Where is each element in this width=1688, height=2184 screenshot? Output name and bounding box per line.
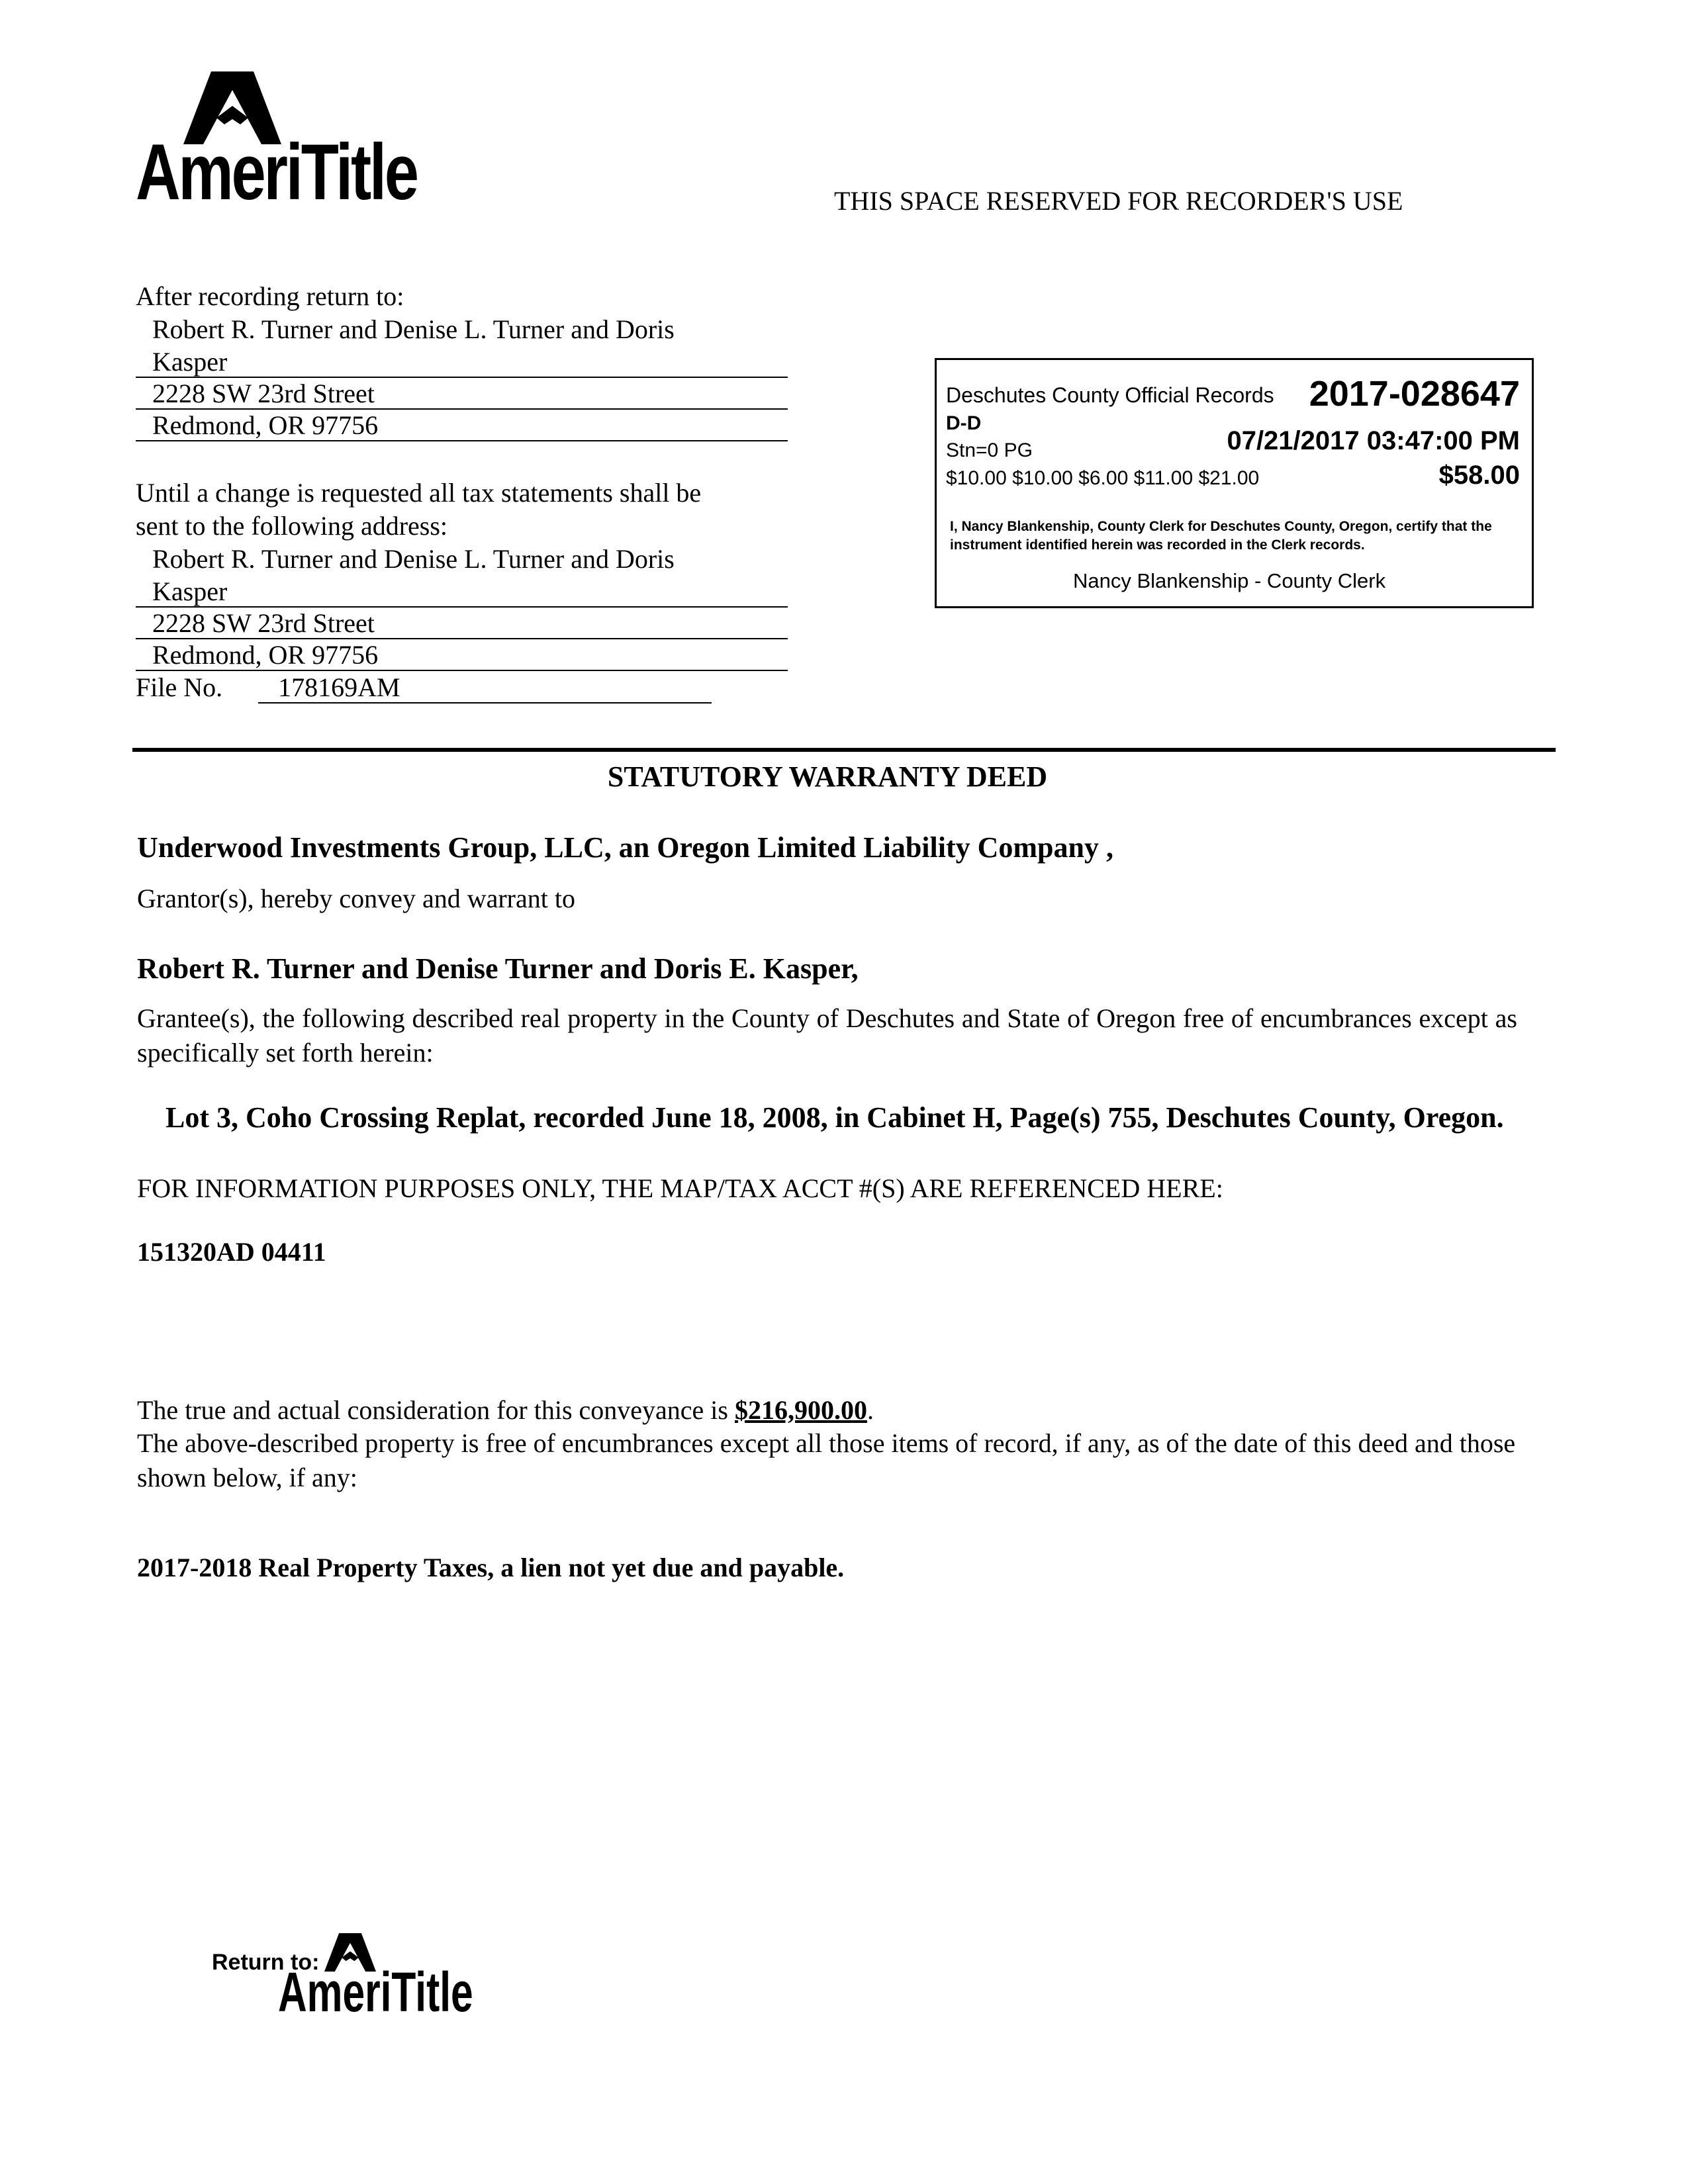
grantee-name: Robert R. Turner and Denise Turner and Doris E. Kasper, bbox=[137, 952, 859, 985]
tax-line3: 2228 SW 23rd Street bbox=[136, 608, 788, 639]
stamp-records-label: Deschutes County Official Records bbox=[946, 383, 1274, 407]
deed-title: STATUTORY WARRANTY DEED bbox=[607, 760, 1048, 793]
return-to-line4: Redmond, OR 97756 bbox=[136, 410, 788, 441]
tax-account-number: 151320AD 04411 bbox=[137, 1237, 326, 1267]
recording-stamp bbox=[935, 358, 1534, 608]
stamp-clerk: Nancy Blankenship - County Clerk bbox=[1073, 569, 1386, 592]
return-to-label: After recording return to: bbox=[136, 281, 404, 311]
stamp-total: $58.00 bbox=[1438, 461, 1520, 490]
tax-label-1: Until a change is requested all tax statements shall be bbox=[136, 478, 702, 508]
ameritile-logo bbox=[136, 71, 447, 217]
exception-taxes: 2017-2018 Real Property Taxes, a lien not yet due and payable. bbox=[137, 1553, 845, 1582]
return-to-line2: Kasper bbox=[136, 346, 788, 378]
stamp-doc-type: D-D bbox=[946, 412, 982, 434]
info-purposes-line: FOR INFORMATION PURPOSES ONLY, THE MAP/TAX ACCT #(S) ARE REFERENCED HERE: bbox=[137, 1173, 1223, 1203]
tax-line2: Kasper bbox=[136, 576, 788, 608]
return-to-line1: Robert R. Turner and Denise L. Turner and Doris bbox=[152, 314, 675, 344]
consideration-text: The true and actual consideration for this conveyance is bbox=[137, 1395, 735, 1425]
return-stamp-logo-text: AmeriTitle bbox=[278, 1961, 473, 2023]
consideration-line bbox=[137, 1393, 874, 1428]
file-no-value: 178169AM bbox=[258, 673, 712, 704]
stamp-fees: $10.00 $10.00 $6.00 $11.00 $21.00 bbox=[946, 467, 1260, 489]
tax-line4: Redmond, OR 97756 bbox=[136, 639, 788, 671]
grantor-text: Grantor(s), hereby convey and warrant to bbox=[137, 884, 575, 913]
grantee-text: Grantee(s), the following described real property in the County of Deschutes and State of Oregon free of encumbrances except as specifically set forth herein: bbox=[137, 1003, 1517, 1068]
encumbrance-text: The above-described property is free of encumbrances except all those items of record, if any, as of the date of this deed and those shown below, if any: bbox=[137, 1428, 1516, 1492]
tax-statements-block bbox=[136, 477, 788, 704]
file-no-label: File No. bbox=[136, 672, 223, 702]
stamp-stn: Stn=0 PG bbox=[946, 439, 1033, 461]
stamp-record-number: 2017-028647 bbox=[1309, 374, 1520, 414]
file-number-row bbox=[136, 671, 788, 704]
grantor-name: Underwood Investments Group, LLC, an Oregon Limited Liability Company , bbox=[137, 831, 1113, 864]
section-divider bbox=[132, 748, 1556, 752]
tax-line1: Robert R. Turner and Denise L. Turner and Doris bbox=[152, 544, 675, 574]
legal-description: Lot 3, Coho Crossing Replat, recorded June 18, 2008, in Cabinet H, Page(s) 755, Deschutes County, Oregon. bbox=[165, 1101, 1504, 1134]
stamp-certification: I, Nancy Blankenship, County Clerk for Deschutes County, Oregon, certify that the instrument identified herein was recorded in the Clerk records. bbox=[950, 519, 1492, 553]
stamp-datetime: 07/21/2017 03:47:00 PM bbox=[1227, 426, 1520, 455]
consideration-end: . bbox=[867, 1395, 874, 1425]
return-to-block bbox=[136, 280, 788, 441]
return-to-stamp-label: Return to: bbox=[212, 1950, 320, 1975]
logo-text: AmeriTitle bbox=[136, 128, 417, 216]
tax-label-2: sent to the following address: bbox=[136, 511, 448, 541]
return-to-stamp bbox=[212, 1933, 490, 2052]
recorder-reserved-text: THIS SPACE RESERVED FOR RECORDER'S USE bbox=[834, 186, 1403, 216]
consideration-amount: $216,900.00 bbox=[735, 1395, 867, 1425]
return-to-line3: 2228 SW 23rd Street bbox=[136, 378, 788, 410]
